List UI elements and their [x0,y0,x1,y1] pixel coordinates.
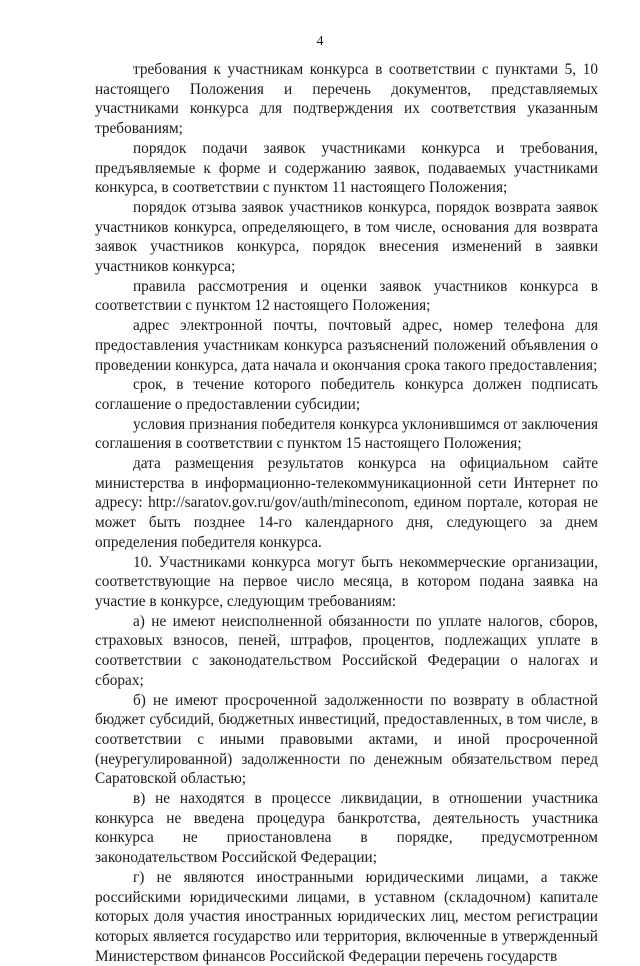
paragraph-subitem-b: б) не имеют просроченной задолженности по возврату в областной бюджет субсидий, бюджетных инвестиций, предоставленных, в том числе, в соответствии с иными правовыми актами, и иной просроченной (неурегулированной) задолженности по денежным обязательством перед Саратовской областью; [95,691,598,788]
paragraph-evaluation-rules: правила рассмотрения и оценки заявок участников конкурса в соответствии с пунктом 12 настоящего Положения; [95,277,598,315]
paragraph-signing-deadline: срок, в течение которого победитель конкурса должен подписать соглашение о предоставлении субсидии; [95,376,598,413]
paragraph-results-publication: дата размещения результатов конкурса на официальном сайте министерства в информационно-телекоммуникационной сети Интернет по адресу: http://saratov.gov.ru/gov/auth/mineconom, едином портале, которая не может быть позднее 14-го календарного дня, следующего за днем определения победителя конкурса. [95,455,598,551]
paragraph-evasion-conditions: условия признания победителя конкурса уклонившимся от заключения соглашения в соответствии с пунктом 15 настоящего Положения; [95,415,598,453]
paragraph-item-10: 10. Участниками конкурса могут быть некоммерческие организации, соответствующие на первое число месяца, в котором подана заявка на участие в конкурсе, следующим требованиям: [95,553,598,610]
paragraph-application-withdrawal: порядок отзыва заявок участников конкурса, порядок возврата заявок участников конкурса, определяющего, в том числе, основания для возврата заявок участников конкурса, порядок внесения изменений в заявки участников конкурса; [95,198,598,276]
paragraph-subitem-g: г) не являются иностранными юридическими лицами, а также российскими юридическими лицами, в уставном (складочном) капитале которых доля участия иностранных юридических лиц, местом регистрации которых является государство или территория, включенные в утвержденный Министерством финансов Российской Федерации перечень государств [95,868,598,965]
paragraph-subitem-v: в) не находятся в процессе ликвидации, в отношении участника конкурса не введена процедура банкротства, деятельность участника конкурса не приостановлена в порядке, предусмотренном законодательством Российской Федерации; [95,790,598,867]
paragraph-subitem-a: а) не имеют неисполненной обязанности по уплате налогов, сборов, страховых взносов, пеней, штрафов, процентов, подлежащих уплате в соответствии с законодательством Российской Федерации о налогах и сборах; [95,612,598,689]
paragraph-application-procedure: порядок подачи заявок участниками конкурса и требования, предъявляемые к форме и содержанию заявок, подаваемых участниками конкурса, в соответствии с пунктом 11 настоящего Положения; [95,139,598,197]
paragraph-contact-details: адрес электронной почты, почтовый адрес, номер телефона для предоставления участникам конкурса разъяснений положений объявления о проведении конкурса, дата начала и окончания срока такого предоставления; [95,317,598,374]
paragraph-participant-requirements: требования к участникам конкурса в соответствии с пунктами 5, 10 настоящего Положения и перечень документов, представляемых участниками конкурса для подтверждения их соответствия указанным требованиям; [95,61,598,138]
document-body [95,60,598,966]
page-number: 4 [316,34,324,49]
